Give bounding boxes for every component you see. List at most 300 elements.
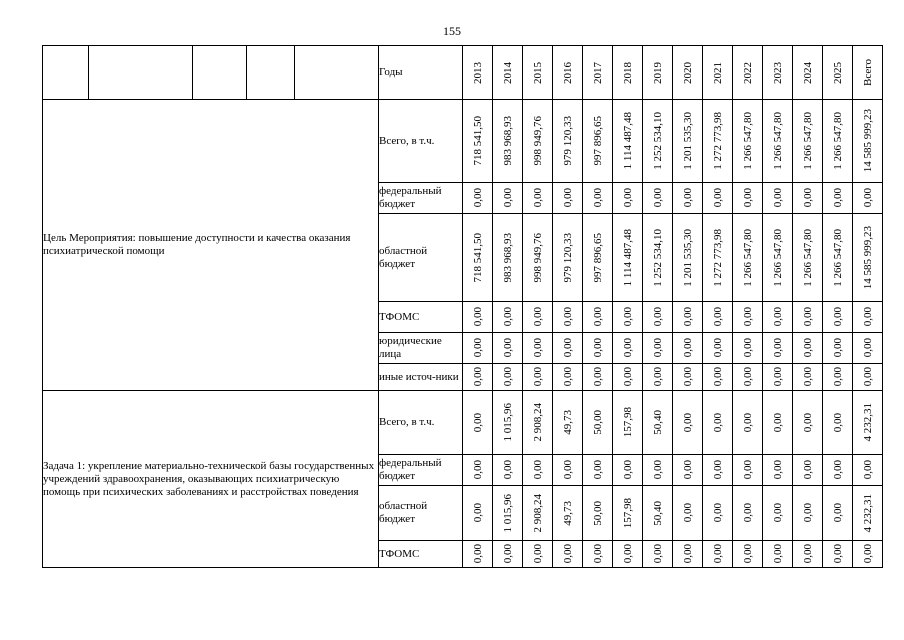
source-label: Всего, в т.ч.: [379, 391, 463, 455]
year-label: Всего: [861, 59, 874, 86]
value-cell: [763, 391, 793, 455]
value-text: 0,00: [471, 338, 484, 358]
value-cell: [493, 333, 523, 364]
value-cell: [733, 183, 763, 214]
value-text: 49,73: [561, 500, 574, 526]
value-cell: [763, 541, 793, 568]
value-cell: [493, 214, 523, 302]
value-text: 4 232,31: [861, 493, 874, 533]
value-text: 1 201 535,30: [681, 228, 694, 287]
value-text: 0,00: [741, 338, 754, 358]
page-number: 155: [443, 24, 461, 38]
value-cell: [673, 541, 703, 568]
value-text: 0,00: [681, 460, 694, 480]
value-cell: [793, 391, 823, 455]
value-text: 0,00: [741, 307, 754, 327]
value-text: 0,00: [681, 503, 694, 523]
value-text: 0,00: [801, 188, 814, 208]
value-cell: [583, 183, 613, 214]
header-empty-cell: [193, 46, 247, 100]
value-cell: [613, 486, 643, 541]
value-cell: [463, 486, 493, 541]
value-text: 0,00: [771, 544, 784, 564]
value-text: 0,00: [591, 188, 604, 208]
source-label: юридические лица: [379, 333, 463, 364]
value-cell: [553, 541, 583, 568]
value-cell: [553, 100, 583, 183]
value-cell: [823, 183, 853, 214]
value-text: 2 908,24: [531, 493, 544, 533]
value-text: 0,00: [711, 503, 724, 523]
value-text: 0,00: [471, 367, 484, 387]
value-cell: [463, 302, 493, 333]
value-text: 0,00: [561, 460, 574, 480]
value-cell: [703, 100, 733, 183]
value-cell: [673, 391, 703, 455]
value-cell: [463, 391, 493, 455]
value-text: 983 968,93: [501, 116, 514, 166]
value-text: 0,00: [681, 188, 694, 208]
value-cell: [853, 541, 883, 568]
value-cell: [613, 100, 643, 183]
value-cell: [733, 364, 763, 391]
header-year-cell: [613, 46, 643, 100]
value-text: 0,00: [711, 412, 724, 433]
value-cell: [583, 486, 613, 541]
value-text: 0,00: [861, 307, 874, 327]
value-text: 0,00: [621, 307, 634, 327]
value-text: 0,00: [471, 460, 484, 480]
value-text: 0,00: [681, 544, 694, 564]
value-text: 983 968,93: [501, 232, 514, 283]
value-cell: [553, 455, 583, 486]
value-cell: [523, 214, 553, 302]
value-cell: [643, 333, 673, 364]
year-label: 2025: [831, 61, 844, 84]
value-cell: [793, 486, 823, 541]
year-label: 2019: [651, 61, 664, 84]
value-cell: [583, 100, 613, 183]
table-row: [43, 391, 883, 455]
source-label: иные источ-ники: [379, 364, 463, 391]
value-text: 0,00: [471, 412, 484, 433]
value-text: 0,00: [651, 307, 664, 327]
value-text: 0,00: [501, 544, 514, 564]
value-cell: [523, 455, 553, 486]
value-text: 0,00: [681, 338, 694, 358]
header-year-cell: [583, 46, 613, 100]
value-text: 0,00: [711, 367, 724, 387]
value-text: 0,00: [741, 412, 754, 433]
value-cell: [733, 302, 763, 333]
value-cell: [673, 302, 703, 333]
value-cell: [853, 364, 883, 391]
value-text: 1 015,96: [501, 403, 514, 442]
value-text: 1 266 547,80: [831, 112, 844, 170]
value-cell: [823, 302, 853, 333]
value-text: 0,00: [831, 460, 844, 480]
value-text: 998 949,76: [531, 232, 544, 283]
value-text: 0,00: [831, 412, 844, 433]
value-text: 0,00: [771, 460, 784, 480]
value-cell: [463, 100, 493, 183]
value-text: 0,00: [861, 544, 874, 564]
header-year-cell: [493, 46, 523, 100]
value-cell: [793, 541, 823, 568]
value-text: 0,00: [531, 307, 544, 327]
value-cell: [583, 302, 613, 333]
value-text: 0,00: [501, 188, 514, 208]
value-text: 0,00: [861, 338, 874, 358]
value-text: 157,98: [621, 407, 634, 438]
source-label: Всего, в т.ч.: [379, 100, 463, 183]
value-text: 1 266 547,80: [801, 228, 814, 287]
value-cell: [493, 100, 523, 183]
value-text: 0,00: [651, 188, 664, 208]
value-text: 49,73: [561, 410, 574, 435]
value-cell: [853, 183, 883, 214]
value-cell: [673, 486, 703, 541]
value-cell: [613, 541, 643, 568]
header-year-cell: [733, 46, 763, 100]
value-text: 0,00: [801, 503, 814, 523]
value-cell: [673, 214, 703, 302]
header-empty-cell: [43, 46, 89, 100]
value-cell: [523, 364, 553, 391]
value-text: 0,00: [801, 544, 814, 564]
value-cell: [703, 455, 733, 486]
header-year-cell: [793, 46, 823, 100]
year-label: 2021: [711, 61, 724, 84]
value-cell: [823, 486, 853, 541]
value-cell: [853, 391, 883, 455]
value-text: 1 266 547,80: [831, 228, 844, 287]
value-cell: [793, 183, 823, 214]
value-text: 0,00: [741, 460, 754, 480]
value-cell: [613, 302, 643, 333]
value-text: 157,98: [621, 497, 634, 529]
value-cell: [763, 302, 793, 333]
value-cell: [553, 183, 583, 214]
value-text: 0,00: [501, 367, 514, 387]
value-cell: [643, 391, 673, 455]
value-cell: [853, 486, 883, 541]
value-text: 0,00: [471, 503, 484, 523]
value-text: 0,00: [801, 412, 814, 433]
value-text: 0,00: [471, 544, 484, 564]
value-cell: [493, 183, 523, 214]
value-text: 2 908,24: [531, 403, 544, 442]
value-cell: [523, 100, 553, 183]
value-cell: [823, 100, 853, 183]
year-label: 2014: [501, 61, 514, 84]
value-cell: [733, 214, 763, 302]
value-cell: [703, 364, 733, 391]
value-cell: [553, 333, 583, 364]
value-cell: [643, 302, 673, 333]
value-text: 0,00: [561, 307, 574, 327]
value-cell: [733, 100, 763, 183]
source-label: федеральный бюджет: [379, 455, 463, 486]
value-cell: [553, 486, 583, 541]
value-cell: [763, 100, 793, 183]
source-label: областной бюджет: [379, 214, 463, 302]
value-text: 0,00: [861, 188, 874, 208]
value-text: 0,00: [711, 338, 724, 358]
value-text: 50,40: [651, 410, 664, 435]
value-text: 0,00: [561, 367, 574, 387]
value-text: 0,00: [531, 544, 544, 564]
value-text: 0,00: [591, 460, 604, 480]
value-cell: [613, 214, 643, 302]
value-text: 0,00: [621, 367, 634, 387]
value-cell: [703, 486, 733, 541]
value-text: 0,00: [861, 367, 874, 387]
value-text: 50,00: [591, 410, 604, 435]
value-cell: [703, 333, 733, 364]
value-text: 0,00: [591, 307, 604, 327]
header-empty-cell: [89, 46, 193, 100]
value-text: 0,00: [561, 338, 574, 358]
value-text: 0,00: [591, 338, 604, 358]
value-cell: [583, 333, 613, 364]
header-label: Годы: [379, 46, 463, 100]
value-text: 50,00: [591, 500, 604, 526]
year-label: 2018: [621, 61, 634, 84]
source-label: областной бюджет: [379, 486, 463, 541]
value-text: 0,00: [531, 188, 544, 208]
value-cell: [583, 214, 613, 302]
value-text: 1 252 534,10: [651, 112, 664, 170]
value-cell: [583, 541, 613, 568]
value-cell: [853, 100, 883, 183]
value-cell: [523, 391, 553, 455]
value-text: 0,00: [771, 188, 784, 208]
value-text: 0,00: [771, 367, 784, 387]
value-cell: [673, 183, 703, 214]
value-text: 0,00: [831, 188, 844, 208]
source-label: федеральный бюджет: [379, 183, 463, 214]
value-cell: [463, 183, 493, 214]
value-cell: [523, 302, 553, 333]
value-cell: [703, 391, 733, 455]
value-cell: [793, 455, 823, 486]
value-cell: [493, 391, 523, 455]
value-cell: [763, 364, 793, 391]
value-text: 0,00: [741, 544, 754, 564]
value-text: 0,00: [801, 307, 814, 327]
section-title: Цель Мероприятия: повышение доступности и качества оказания психиатрической помощи: [43, 100, 379, 391]
value-text: 0,00: [621, 338, 634, 358]
value-cell: [463, 455, 493, 486]
value-text: 0,00: [771, 412, 784, 433]
value-cell: [553, 364, 583, 391]
value-cell: [853, 455, 883, 486]
budget-table: [42, 45, 883, 568]
value-text: 1 201 535,30: [681, 112, 694, 170]
value-cell: [523, 541, 553, 568]
value-cell: [763, 214, 793, 302]
value-cell: [493, 486, 523, 541]
source-label: ТФОМС: [379, 541, 463, 568]
value-cell: [523, 183, 553, 214]
value-cell: [823, 364, 853, 391]
value-text: 1 272 773,98: [711, 112, 724, 170]
value-cell: [853, 302, 883, 333]
value-cell: [733, 541, 763, 568]
value-cell: [793, 333, 823, 364]
header-year-cell: [553, 46, 583, 100]
value-cell: [823, 214, 853, 302]
value-text: 998 949,76: [531, 116, 544, 166]
value-text: 0,00: [681, 412, 694, 433]
value-text: 1 114 487,48: [621, 228, 634, 287]
value-text: 1 252 534,10: [651, 228, 664, 287]
value-cell: [733, 455, 763, 486]
value-text: 0,00: [831, 307, 844, 327]
value-text: 1 266 547,80: [771, 228, 784, 287]
value-text: 0,00: [561, 188, 574, 208]
value-text: 718 541,50: [471, 116, 484, 166]
value-cell: [643, 541, 673, 568]
value-text: 4 232,31: [861, 403, 874, 442]
year-label: 2020: [681, 61, 694, 84]
value-cell: [493, 364, 523, 391]
header-empty-cell: [247, 46, 295, 100]
value-cell: [553, 214, 583, 302]
value-text: 1 015,96: [501, 493, 514, 533]
value-text: 997 896,65: [591, 232, 604, 283]
value-text: 0,00: [861, 460, 874, 480]
value-cell: [583, 455, 613, 486]
value-text: 1 266 547,80: [771, 112, 784, 170]
value-cell: [583, 391, 613, 455]
value-cell: [463, 333, 493, 364]
value-cell: [853, 214, 883, 302]
year-label: 2023: [771, 61, 784, 84]
header-year-cell: [853, 46, 883, 100]
value-text: 0,00: [471, 307, 484, 327]
value-text: 1 114 487,48: [621, 112, 634, 170]
value-cell: [493, 541, 523, 568]
header-empty-cell: [295, 46, 379, 100]
value-text: 0,00: [561, 544, 574, 564]
value-cell: [673, 364, 703, 391]
value-text: 0,00: [831, 338, 844, 358]
value-text: 0,00: [771, 503, 784, 523]
value-cell: [703, 302, 733, 333]
value-text: 14 585 999,23: [861, 109, 874, 173]
value-text: 0,00: [621, 188, 634, 208]
value-cell: [733, 333, 763, 364]
value-text: 0,00: [621, 460, 634, 480]
value-cell: [823, 541, 853, 568]
section-title: Задача 1: укрепление материально-технической базы государственных учреждений здравоохранения, оказывающих психиатрическую помощь при психических заболеваниях и расстройствах поведения: [43, 391, 379, 568]
value-text: 979 120,33: [561, 232, 574, 283]
year-label: 2017: [591, 61, 604, 84]
header-year-cell: [763, 46, 793, 100]
year-label: 2016: [561, 61, 574, 84]
value-text: 0,00: [591, 367, 604, 387]
table-row: [43, 100, 883, 183]
value-text: 0,00: [531, 460, 544, 480]
header-year-cell: [703, 46, 733, 100]
value-cell: [823, 333, 853, 364]
value-text: 0,00: [741, 188, 754, 208]
value-cell: [823, 455, 853, 486]
value-text: 979 120,33: [561, 116, 574, 166]
value-text: 0,00: [651, 338, 664, 358]
value-cell: [493, 302, 523, 333]
value-cell: [763, 183, 793, 214]
value-cell: [853, 333, 883, 364]
value-cell: [613, 333, 643, 364]
header-year-cell: [823, 46, 853, 100]
value-text: 1 266 547,80: [741, 112, 754, 170]
value-cell: [793, 364, 823, 391]
value-cell: [673, 100, 703, 183]
value-cell: [763, 333, 793, 364]
year-label: 2013: [471, 61, 484, 84]
value-cell: [763, 455, 793, 486]
value-cell: [643, 486, 673, 541]
value-text: 0,00: [591, 544, 604, 564]
value-text: 0,00: [831, 367, 844, 387]
value-text: 0,00: [651, 367, 664, 387]
value-cell: [643, 214, 673, 302]
header-year-cell: [463, 46, 493, 100]
value-cell: [613, 455, 643, 486]
value-cell: [463, 541, 493, 568]
value-text: 0,00: [741, 367, 754, 387]
value-cell: [613, 364, 643, 391]
value-cell: [673, 455, 703, 486]
value-cell: [523, 333, 553, 364]
value-cell: [643, 364, 673, 391]
value-text: 0,00: [531, 338, 544, 358]
value-cell: [703, 183, 733, 214]
value-cell: [643, 100, 673, 183]
value-cell: [703, 214, 733, 302]
value-text: 1 266 547,80: [801, 112, 814, 170]
value-text: 0,00: [711, 544, 724, 564]
value-text: 0,00: [501, 338, 514, 358]
value-cell: [793, 100, 823, 183]
value-cell: [703, 541, 733, 568]
value-text: 0,00: [711, 460, 724, 480]
value-text: 0,00: [501, 307, 514, 327]
value-text: 50,40: [651, 500, 664, 526]
value-text: 0,00: [681, 367, 694, 387]
value-cell: [673, 333, 703, 364]
header-year-cell: [673, 46, 703, 100]
value-text: 718 541,50: [471, 232, 484, 283]
value-cell: [643, 183, 673, 214]
value-text: 0,00: [531, 367, 544, 387]
value-cell: [733, 486, 763, 541]
value-cell: [553, 302, 583, 333]
value-text: 0,00: [711, 307, 724, 327]
value-cell: [553, 391, 583, 455]
value-text: 0,00: [801, 367, 814, 387]
value-text: 0,00: [771, 307, 784, 327]
value-cell: [613, 391, 643, 455]
year-label: 2022: [741, 61, 754, 84]
year-label: 2024: [801, 61, 814, 84]
value-text: 0,00: [771, 338, 784, 358]
value-cell: [523, 486, 553, 541]
value-text: 0,00: [831, 503, 844, 523]
